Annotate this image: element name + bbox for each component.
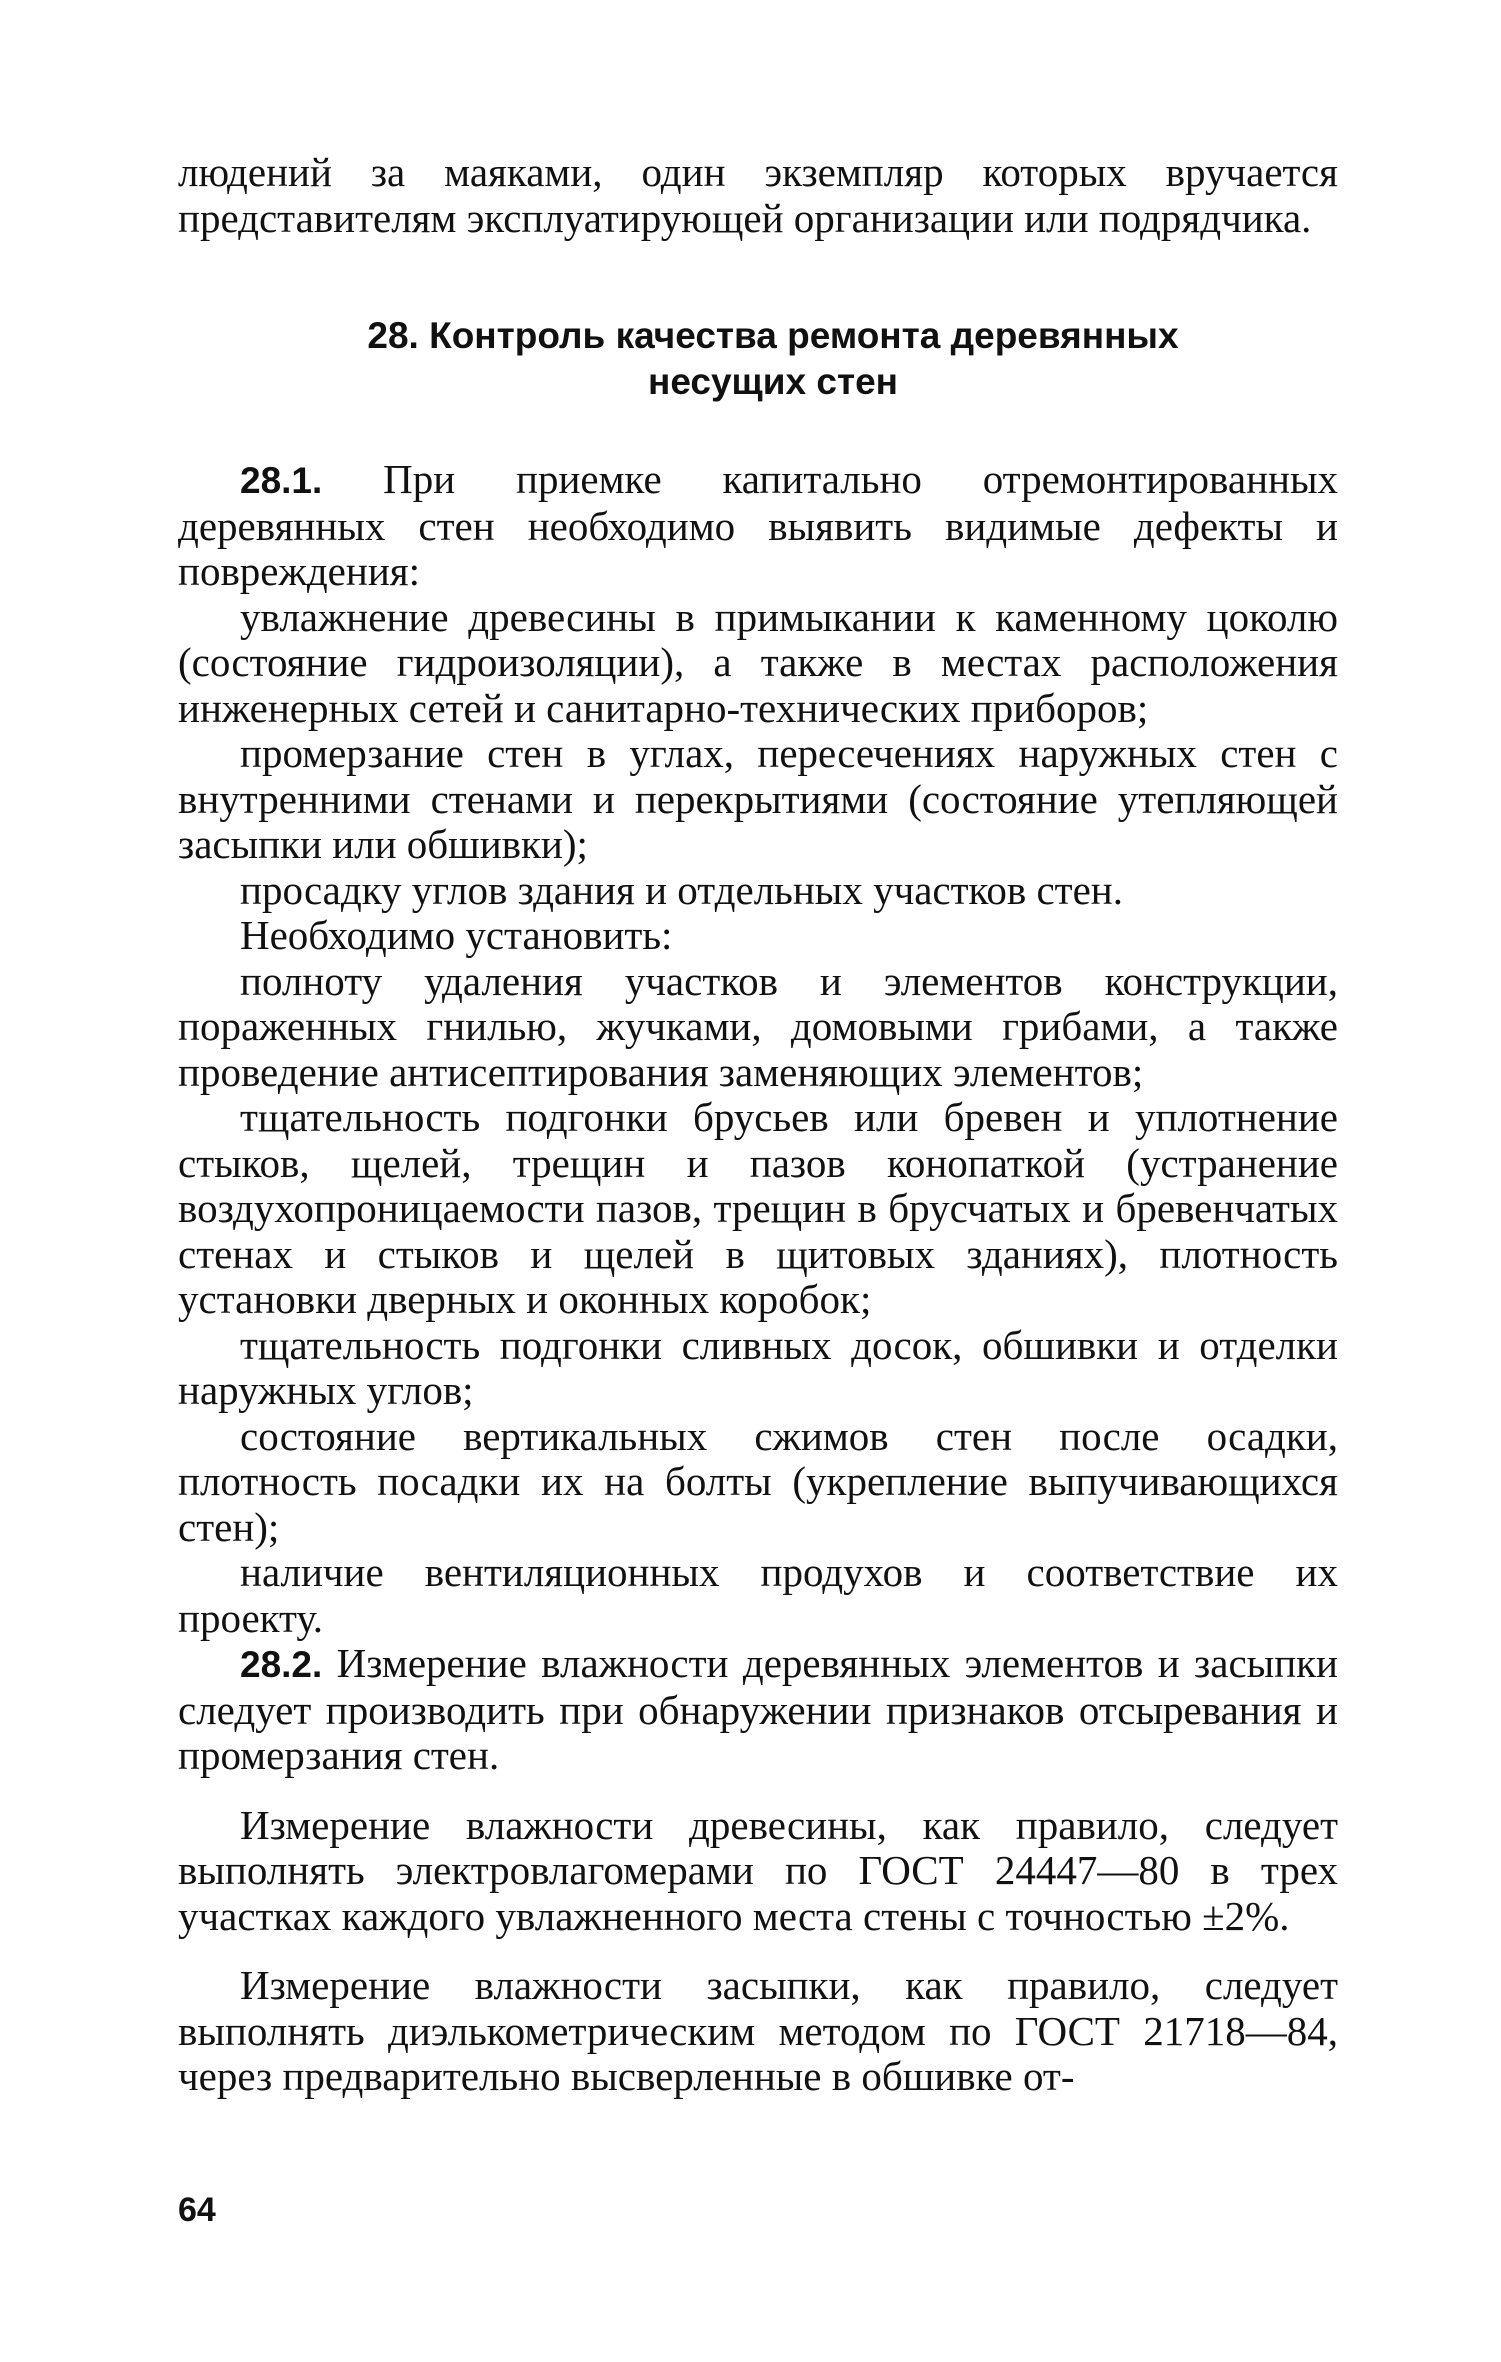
clause-number: 28.2.	[240, 1644, 323, 1685]
fill-moisture-paragraph: Измерение влажности засыпки, как правило, следует выполнять диэлькометрическим методом по ГОСТ 21718—84, через предварительно высверленные в обшивке от-	[178, 1962, 1338, 2099]
document-page	[178, 150, 1338, 2100]
section-title-line-2: несущих стен	[647, 361, 899, 402]
section-title-line-1: 28. Контроль качества ремонта деревянных	[367, 315, 1179, 356]
establish-intro: Необходимо установить:	[240, 912, 673, 958]
clause-number: 28.1.	[240, 460, 323, 501]
continued-paragraph: людений за маяками, один экземпляр которых вручается представителям эксплуатирующей организации или подрядчика.	[178, 149, 1338, 241]
section-heading	[178, 313, 1338, 405]
wood-moisture-paragraph: Измерение влажности древесины, как правило, следует выполнять электровлагомерами по ГОСТ 24447—80 в трех участках каждого увлажненного места стены с точностью ±2%.	[178, 1801, 1338, 1939]
defect-item: промерзание стен в углах, пересечениях наружных стен с внутренними стенами и перекрытиями (состояние утепляющей засыпки или обшивки);	[178, 730, 1338, 867]
check-item: полноту удаления участков и элементов конструкции, пораженных гнилью, жучками, домовыми грибами, а также проведение антисептирования заменяющих элементов;	[178, 957, 1338, 1095]
check-item: тщательность подгонки сливных досок, обшивки и отделки наружных углов;	[178, 1321, 1338, 1413]
defect-item: просадку углов здания и отдельных участков стен.	[240, 866, 1123, 913]
clause-text: При приемке капитально отремонтированных деревянных стен необходимо выявить видимые дефекты и повреждения:	[178, 456, 1338, 594]
clause-28-2	[178, 1641, 1338, 1779]
check-item: состояние вертикальных сжимов стен после осадки, плотность посадки их на болты (укрепление выпучивающихся стен);	[178, 1412, 1338, 1550]
check-item: наличие вентиляционных продухов и соответствие их проекту.	[178, 1549, 1338, 1641]
page-number: 64	[178, 2191, 216, 2229]
clause-text: Измерение влажности деревянных элементов и засыпки следует производить при обнаружении признаков отсыревания и промерзания стен.	[178, 1640, 1338, 1778]
clause-28-1	[178, 457, 1338, 595]
check-item: тщательность подгонки брусьев или бревен и уплотнение стыков, щелей, трещин и пазов конопаткой (устранение воздухопроницаемости пазов, трещин в брусчатых и бревенчатых стенах и стыков и щелей в щитовых зданиях), плотность установки дверных и оконных коробок;	[178, 1094, 1338, 1322]
defect-item: увлажнение древесины в примыкании к каменному цоколю (состояние гидроизоляции), а также в местах расположения инженерных сетей и санитарно-технических приборов;	[178, 593, 1338, 731]
